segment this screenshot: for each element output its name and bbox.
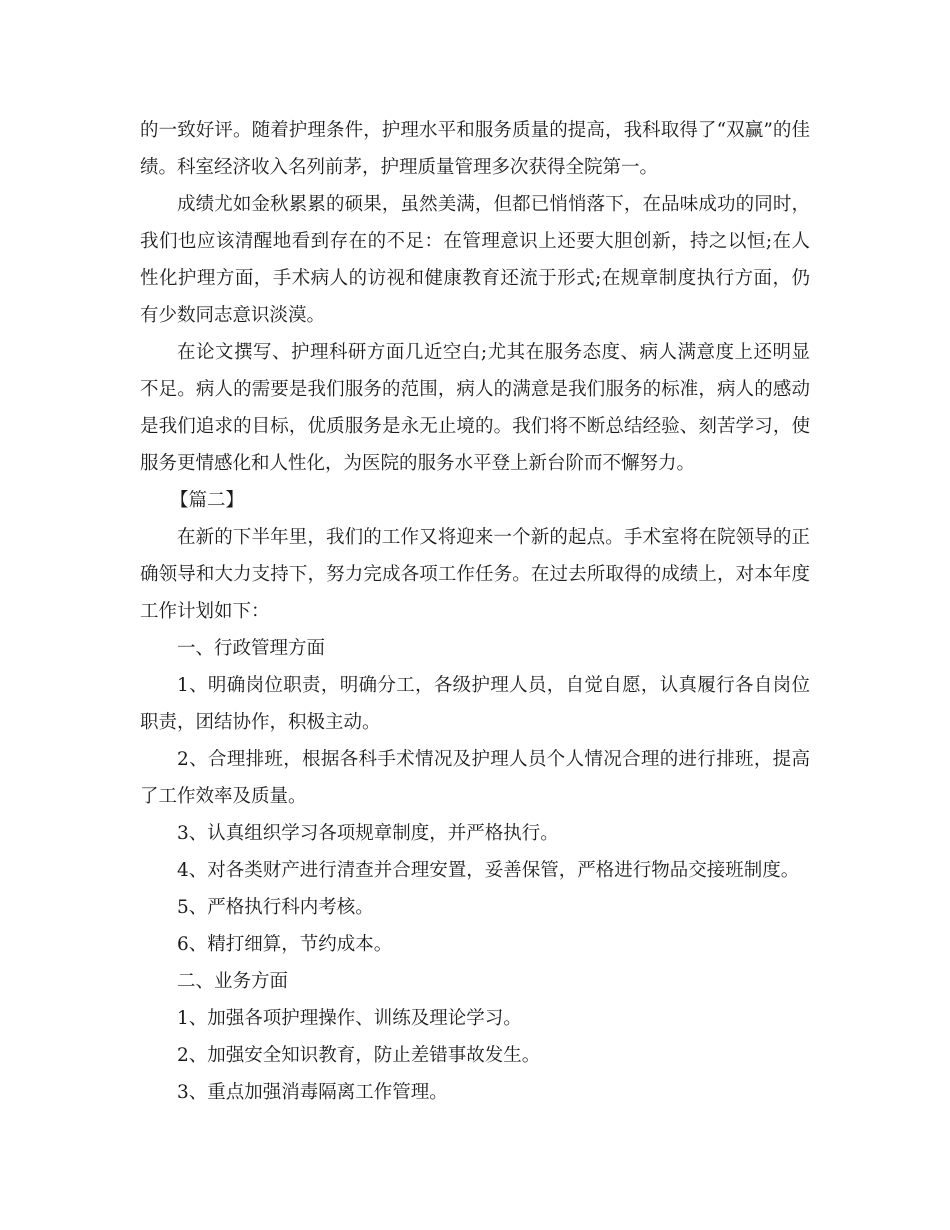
paragraph-service-goals: 在论文撰写、护理科研方面几近空白;尤其在服务态度、病人满意度上还明显不足。病人的需要是我们服务的范围，病人的满意是我们服务的标准，病人的感动是我们追求的目标，优质服务是永无止境的。我们将不断总结经验、刻苦学习，使服务更情感化和人性化，为医院的服务水平登上新台阶而不懈努力。 [140,342,810,474]
admin-heading: 一、行政管理方面 [177,638,326,659]
document-body [140,112,810,1111]
section-title: 【篇二】 [170,490,245,511]
list-item: 3、认真组织学习各项规章制度，并严格执行。 [177,823,559,844]
list-item: 3、重点加强消毒隔离工作管理。 [177,1082,448,1103]
list-item: 6、精打细算，节约成本。 [177,934,393,955]
list-item: 4、对各类财产进行清查并合理安置，妥善保管，严格进行物品交接班制度。 [177,860,800,881]
paragraph-shortcomings: 成绩尤如金秋累累的硕果，虽然美满，但都已悄悄落下，在品味成功的同时，我们也应该清醒地看到存在的不足：在管理意识上还要大胆创新，持之以恒;在人性化护理方面，手术病人的访视和健康教育还流于形式;在规章制度执行方面，仍有少数同志意识淡漠。 [140,194,810,326]
list-item: 1、加强各项护理操作、训练及理论学习。 [177,1008,522,1029]
list-item: 5、严格执行科内考核。 [177,897,374,918]
list-item: 2、合理排班，根据各科手术情况及护理人员个人情况合理的进行排班，提高了工作效率及质量。 [140,749,810,807]
list-item: 1、明确岗位职责，明确分工，各级护理人员，自觉自愿，认真履行各自岗位职责，团结协作，积极主动。 [140,675,810,733]
list-item: 2、加强安全知识教育，防止差错事故发生。 [177,1045,541,1066]
paragraph-intro: 在新的下半年里，我们的工作又将迎来一个新的起点。手术室将在院领导的正确领导和大力支持下，努力完成各项工作任务。在过去所取得的成绩上，对本年度工作计划如下： [140,527,810,622]
business-heading: 二、业务方面 [177,971,289,992]
paragraph-continuation: 的一致好评。随着护理条件，护理水平和服务质量的提高，我科取得了“双赢”的佳绩。科室经济收入名列前茅，护理质量管理多次获得全院第一。 [140,120,810,178]
